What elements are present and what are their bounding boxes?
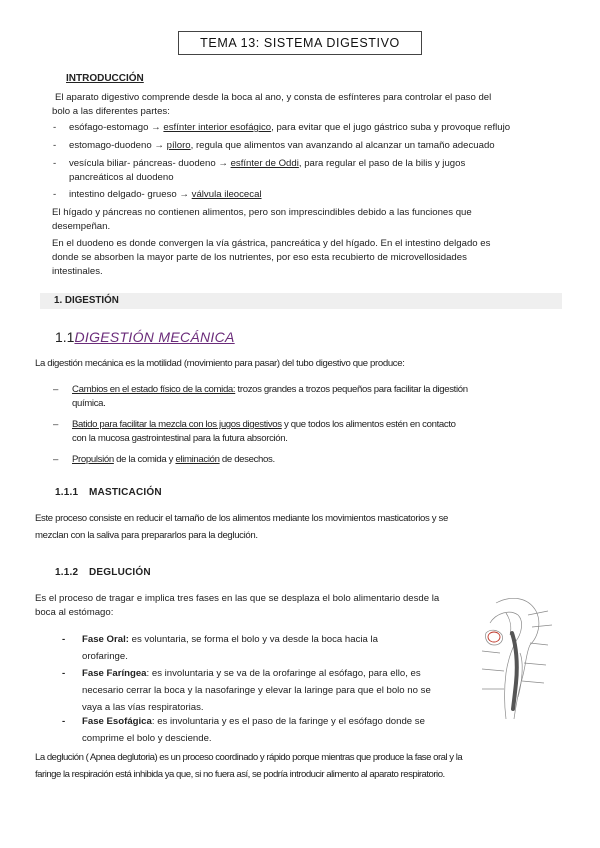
masticacion-paragraph: Este proceso consiste en reducir el tamaño de los alimentos mediante los movimientos masticatorios y se mezclan con la saliva para prepararlos para la deglución. <box>35 513 448 541</box>
subsection-title-masticacion: 1.1.1 MASTICACIÓN <box>55 487 162 498</box>
swallowing-anatomy-illustration <box>476 593 556 723</box>
subsection-title-deglucion: 1.1.2 DEGLUCIÓN <box>55 567 151 578</box>
deglucion-fase-esofagica: - Fase Esofágica: es involuntaria y es el paso de la faringe y el esófago donde se comprime el bolo y desciende. <box>62 716 425 744</box>
intro-paragraph-2: El hígado y páncreas no contienen alimentos, pero son imprescindibles debido a las funciones que desempeñan. <box>52 207 472 232</box>
intro-bullet-4: - intestino delgado- grueso → válvula ileocecal <box>53 189 262 200</box>
mecanica-bullet-2: – Batido para facilitar la mezcla con los jugos digestivos y que todos los alimentos estén en contacto con la mucosa gastrointestinal para la futura absorción. <box>53 419 456 444</box>
intro-bullet-1: - esófago-estomago → esfínter interior esofágico, para evitar que el jugo gástrico suba y provoque reflujo <box>53 122 511 133</box>
deglucion-paragraph: Es el proceso de tragar e implica tres fases en las que se desplaza el bolo alimentario desde la boca al estómago: <box>35 593 440 618</box>
deglucion-fase-faringea: - Fase Faríngea: es involuntaria y se va de la orofaringe al esófago, para ello, es necesario cerrar la boca y la nasofaringe y elevar la laringe para que el bolo no se vaya a las vías respiratorias. <box>62 668 431 713</box>
intro-heading: INTRODUCCIÓN <box>66 73 144 84</box>
section-heading-digestion: 1. DIGESTIÓN <box>40 293 562 309</box>
mecanica-intro: La digestión mecánica es la motilidad (movimiento para pasar) del tubo digestivo que produce: <box>35 358 405 369</box>
mecanica-bullet-3: – Propulsión de la comida y eliminación de desechos. <box>53 454 275 465</box>
deglucion-fase-oral: - Fase Oral: es voluntaria, se forma el bolo y va desde la boca hacia la orofaringe. <box>62 634 378 662</box>
intro-bullet-3: - vesícula biliar- páncreas- duodeno → esfínter de Oddi, para regular el paso de la bilis y jugos pancreáticos al duodeno <box>53 158 466 183</box>
page-title: TEMA 13: SISTEMA DIGESTIVO <box>178 31 422 55</box>
intro-paragraph: El aparato digestivo comprende desde la boca al ano, y consta de esfínteres para controlar el paso del bolo a las diferentes partes: <box>52 92 492 117</box>
deglucion-closing: La deglución ( Apnea deglutoria) es un proceso coordinado y rápido porque mientras que produce la fase oral y la faringe la respiración está inhibida ya que, si no fuera así, se podría introducir alimento al aparato respiratorio. <box>35 752 463 780</box>
intro-bullet-2: - estomago-duodeno → píloro, regula que alimentos van avanzando al alcanzar un tamaño adecuado <box>53 140 495 151</box>
subsection-title-mecanica: 1.1DIGESTIÓN MECÁNICA <box>55 329 235 345</box>
mecanica-bullet-1: – Cambios en el estado físico de la comida: trozos grandes a trozos pequeños para facilitar la digestión química. <box>53 384 468 409</box>
intro-paragraph-3: En el duodeno es donde convergen la vía gástrica, pancreática y del hígado. En el intestino delgado es donde se absorben la mayor parte de los nutrientes, por eso esta recubierto de microvellosidades intestinales. <box>52 238 491 277</box>
